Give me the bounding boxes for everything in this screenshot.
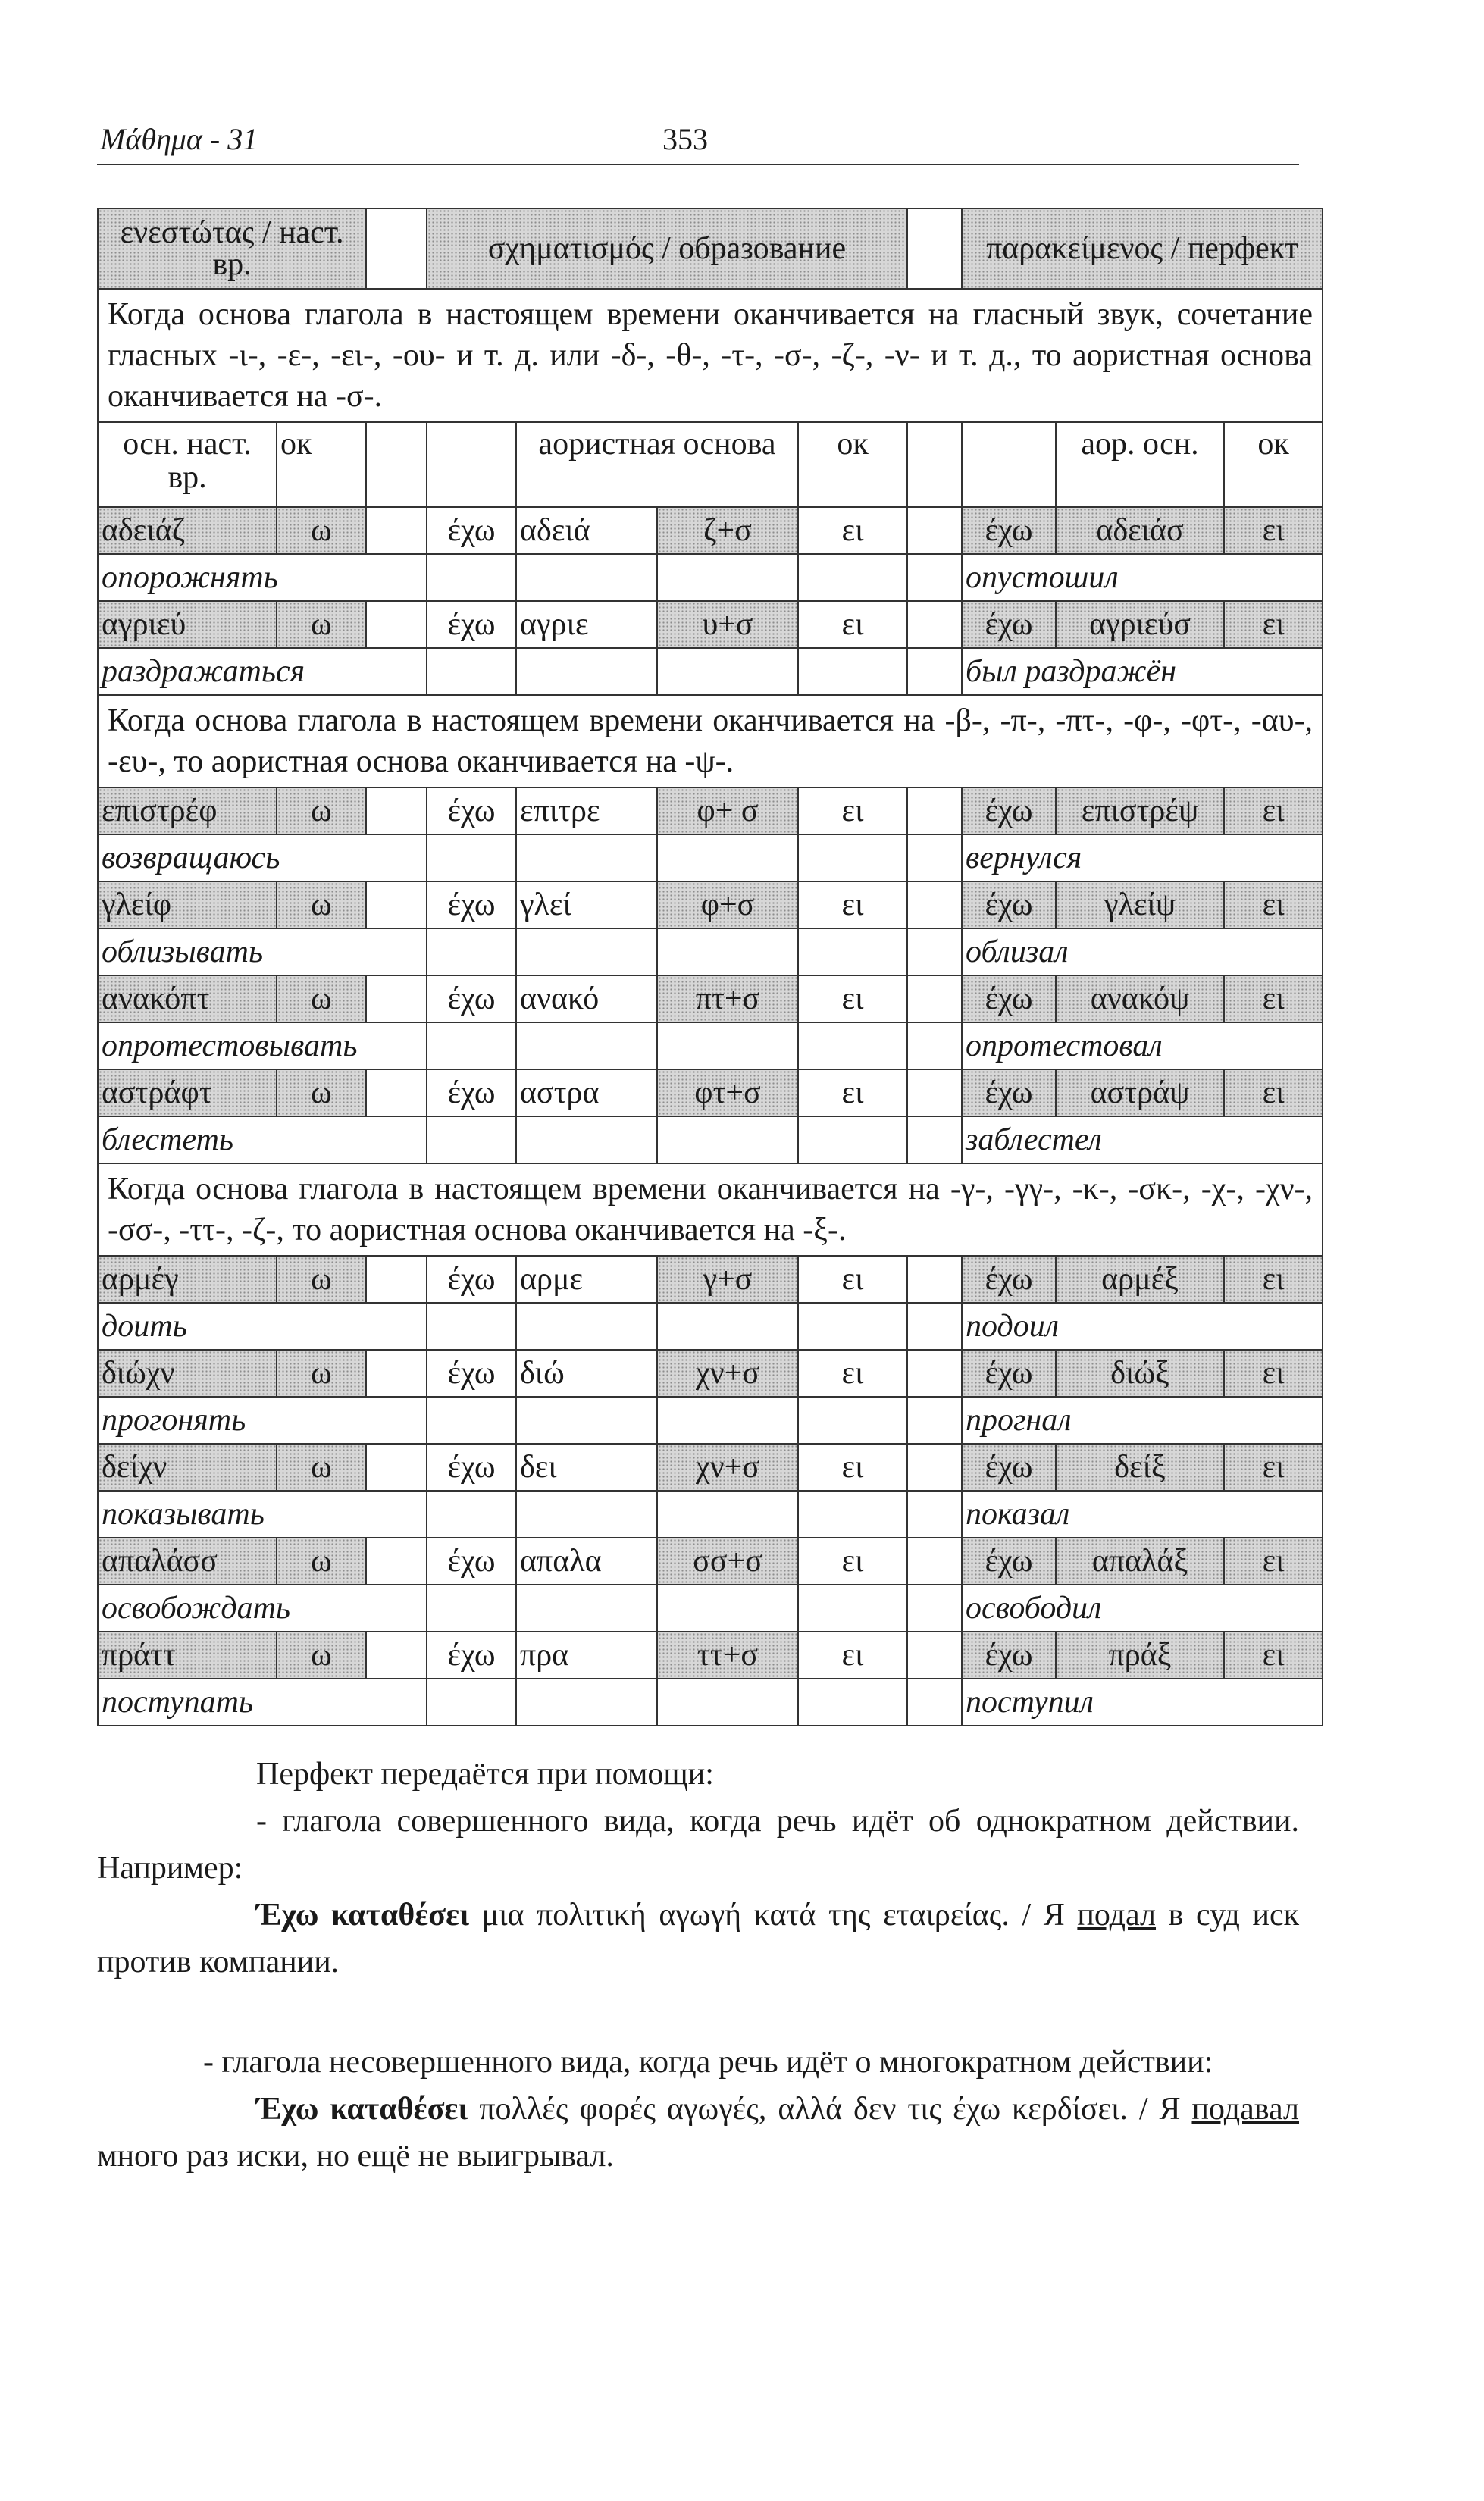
example-2-verb: Έχω καταθέσει — [256, 2092, 468, 2127]
present-ending: ω — [277, 787, 366, 834]
translation-row — [98, 1397, 1323, 1444]
perfect-aux: έχω — [962, 787, 1056, 834]
rule-text: Когда основа глагола в настоящем времени оканчивается на -γ-, -γγ-, -κ-, -σκ-, -χ-, -χν-, -σσ-, -ττ-, -ζ-, то аористная основа оканчивается на -ξ-. — [98, 1163, 1323, 1256]
aorist-ending: ει — [798, 1444, 907, 1491]
verb-row — [98, 1632, 1323, 1679]
aux-verb: έχω — [427, 1350, 516, 1397]
example-2: Έχω καταθέσει πολλές φορές αγωγές, αλλά δεν τις έχω κερδίσει. / Я подавал много раз иски, но ещё не выигрывал. — [97, 2092, 1300, 2174]
stem-formula: σσ+σ — [657, 1538, 798, 1585]
translation-row — [98, 1679, 1323, 1726]
aorist-ending: ει — [798, 1069, 907, 1116]
aorist-stem: ανακό — [516, 975, 657, 1022]
perfect-stem: αρμέξ — [1056, 1256, 1224, 1303]
present-ending: ω — [277, 1444, 366, 1491]
perfect-aux: έχω — [962, 1632, 1056, 1679]
aux-verb: έχω — [427, 1069, 516, 1116]
perfect-aux: έχω — [962, 975, 1056, 1022]
header-perfect: παρακείμενος / перфект — [962, 208, 1323, 289]
aux-verb: έχω — [427, 881, 516, 928]
aorist-stem: αστρα — [516, 1069, 657, 1116]
aorist-ending: ει — [798, 1538, 907, 1585]
perfect-ending: ει — [1224, 787, 1323, 834]
present-ending: ω — [277, 1538, 366, 1585]
translation-perfect: вернулся — [962, 834, 1323, 881]
perfect-stem: δείξ — [1056, 1444, 1224, 1491]
stem-formula: υ+σ — [657, 601, 798, 648]
perfect-ending: ει — [1224, 975, 1323, 1022]
present-ending: ω — [277, 1256, 366, 1303]
perfect-ending: ει — [1224, 1444, 1323, 1491]
verb-row — [98, 1444, 1323, 1491]
present-stem: επιστρέφ — [98, 787, 277, 834]
present-stem: διώχν — [98, 1350, 277, 1397]
rule-text: Когда основа глагола в настоящем времени оканчивается на -β-, -π-, -πτ-, -φ-, -φτ-, -αυ-, -ευ-, то аористная основа оканчивается на -ψ-. — [98, 695, 1323, 787]
translation-present: раздражаться — [98, 648, 427, 695]
aux-verb: έχω — [427, 1444, 516, 1491]
translation-present: прогонять — [98, 1397, 427, 1444]
present-stem: γλείφ — [98, 881, 277, 928]
stem-formula: πτ+σ — [657, 975, 798, 1022]
column-header-row — [98, 422, 1323, 507]
col-aor-stem: аор. осн. — [1056, 422, 1224, 507]
aorist-stem: απαλα — [516, 1538, 657, 1585]
aorist-stem: πρα — [516, 1632, 657, 1679]
translation-perfect: подоил — [962, 1303, 1323, 1350]
verb-row — [98, 601, 1323, 648]
perfect-aux: έχω — [962, 1538, 1056, 1585]
perfect-ending: ει — [1224, 1069, 1323, 1116]
aux-verb: έχω — [427, 787, 516, 834]
present-stem: αγριεύ — [98, 601, 277, 648]
translation-perfect: показал — [962, 1491, 1323, 1538]
perfect-stem: απαλάξ — [1056, 1538, 1224, 1585]
present-stem: αρμέγ — [98, 1256, 277, 1303]
prose-intro: Перфект передаётся при помощи: — [256, 1757, 714, 1792]
perfect-ending: ει — [1224, 601, 1323, 648]
translation-present: показывать — [98, 1491, 427, 1538]
aorist-stem: δει — [516, 1444, 657, 1491]
aorist-ending: ει — [798, 1350, 907, 1397]
present-stem: ανακόπτ — [98, 975, 277, 1022]
stem-formula: φ+σ — [657, 881, 798, 928]
present-stem: αστράφτ — [98, 1069, 277, 1116]
aorist-ending: ει — [798, 881, 907, 928]
col-ending-3: ок — [1224, 422, 1323, 507]
perfect-usage-text — [97, 1751, 1299, 2180]
example-1-verb: Έχω καταθέσει — [256, 1898, 470, 1933]
rule-row — [98, 1163, 1323, 1256]
aux-verb: έχω — [427, 507, 516, 554]
aorist-formation-table — [97, 208, 1323, 1726]
translation-present: облизывать — [98, 928, 427, 975]
aux-verb: έχω — [427, 601, 516, 648]
aorist-ending: ει — [798, 1632, 907, 1679]
table-header-row — [98, 208, 1323, 289]
perfect-ending: ει — [1224, 881, 1323, 928]
perfect-stem: αγριεύσ — [1056, 601, 1224, 648]
header-formation: σχηματισμός / образование — [427, 208, 907, 289]
aorist-stem: επιτρε — [516, 787, 657, 834]
rule-sigma: Когда основа глагола в настоящем времени оканчивается на гласный звук, сочетание гласных -ι-, -ε-, -ει-, -ου- и т. д. или -δ-, -θ-, -τ-, -σ-, -ζ-, -ν- и т. д., то аористная основа оканчивается на -σ-. — [98, 289, 1323, 422]
header-present: ενεστώτας / наст. вр. — [98, 208, 366, 289]
prose-rule-1: - глагола совершенного вида, когда речь идёт об однократном действии. Например: — [97, 1804, 1299, 1886]
perfect-ending: ει — [1224, 507, 1323, 554]
perfect-ending: ει — [1224, 1632, 1323, 1679]
page-header — [97, 114, 1299, 165]
stem-formula: χν+σ — [657, 1350, 798, 1397]
present-ending: ω — [277, 601, 366, 648]
aorist-stem: αγριε — [516, 601, 657, 648]
verb-row — [98, 787, 1323, 834]
present-ending: ω — [277, 975, 366, 1022]
verb-row — [98, 1538, 1323, 1585]
translation-present: опротестовывать — [98, 1022, 427, 1069]
verb-row — [98, 1350, 1323, 1397]
translation-row — [98, 834, 1323, 881]
aorist-ending: ει — [798, 601, 907, 648]
perfect-stem: διώξ — [1056, 1350, 1224, 1397]
perfect-ending: ει — [1224, 1538, 1323, 1585]
perfect-stem: πράξ — [1056, 1632, 1224, 1679]
perfect-aux: έχω — [962, 1069, 1056, 1116]
translation-present: доить — [98, 1303, 427, 1350]
aux-verb: έχω — [427, 1632, 516, 1679]
translation-perfect: опустошил — [962, 554, 1323, 601]
translation-perfect: заблестел — [962, 1116, 1323, 1163]
verb-row — [98, 975, 1323, 1022]
translation-perfect: опротестовал — [962, 1022, 1323, 1069]
rule-row — [98, 695, 1323, 787]
perfect-ending: ει — [1224, 1256, 1323, 1303]
perfect-stem: αστράψ — [1056, 1069, 1224, 1116]
aux-verb: έχω — [427, 1256, 516, 1303]
stem-formula: ττ+σ — [657, 1632, 798, 1679]
perfect-aux: έχω — [962, 507, 1056, 554]
translation-row — [98, 1585, 1323, 1632]
translation-perfect: освободил — [962, 1585, 1323, 1632]
translation-present: блестеть — [98, 1116, 427, 1163]
aorist-ending: ει — [798, 507, 907, 554]
translation-row — [98, 1022, 1323, 1069]
stem-formula: φτ+σ — [657, 1069, 798, 1116]
present-stem: απαλάσσ — [98, 1538, 277, 1585]
translation-row — [98, 1303, 1323, 1350]
perfect-ending: ει — [1224, 1350, 1323, 1397]
aorist-ending: ει — [798, 975, 907, 1022]
present-ending: ω — [277, 507, 366, 554]
col-ending: ок — [277, 422, 366, 507]
col-present-stem: осн. наст. вр. — [98, 422, 277, 507]
aux-verb: έχω — [427, 1538, 516, 1585]
translation-present: освобождать — [98, 1585, 427, 1632]
translation-perfect: облизал — [962, 928, 1323, 975]
aorist-ending: ει — [798, 787, 907, 834]
col-aorist-stem: аористная основа — [516, 422, 798, 507]
aorist-stem: αδειά — [516, 507, 657, 554]
translation-row — [98, 554, 1323, 601]
translation-present: возвращаюсь — [98, 834, 427, 881]
translation-row — [98, 928, 1323, 975]
translation-row — [98, 1491, 1323, 1538]
stem-formula: φ+ σ — [657, 787, 798, 834]
translation-present: поступать — [98, 1679, 427, 1726]
verb-row — [98, 1069, 1323, 1116]
present-ending: ω — [277, 1069, 366, 1116]
example-1-underlined: подал — [1077, 1898, 1157, 1933]
rule-row — [98, 289, 1323, 422]
present-stem: δείχν — [98, 1444, 277, 1491]
perfect-aux: έχω — [962, 1256, 1056, 1303]
perfect-aux: έχω — [962, 1350, 1056, 1397]
translation-perfect: был раздражён — [962, 648, 1323, 695]
col-ending-2: ок — [798, 422, 907, 507]
aorist-stem: αρμε — [516, 1256, 657, 1303]
stem-formula: γ+σ — [657, 1256, 798, 1303]
example-1: Έχω καταθέσει μια πολιτική αγωγή κατά της εταιρείας. / Я подал в суд иск против компании. — [97, 1898, 1299, 1980]
aorist-ending: ει — [798, 1256, 907, 1303]
perfect-stem: επιστρέψ — [1056, 787, 1224, 834]
perfect-aux: έχω — [962, 881, 1056, 928]
translation-perfect: прогнал — [962, 1397, 1323, 1444]
present-ending: ω — [277, 881, 366, 928]
translation-present: опорожнять — [98, 554, 427, 601]
aorist-stem: γλεί — [516, 881, 657, 928]
perfect-aux: έχω — [962, 601, 1056, 648]
stem-formula: ζ+σ — [657, 507, 798, 554]
verb-row — [98, 1256, 1323, 1303]
page-number: 353 — [662, 122, 708, 156]
stem-formula: χν+σ — [657, 1444, 798, 1491]
perfect-stem: ανακόψ — [1056, 975, 1224, 1022]
present-ending: ω — [277, 1350, 366, 1397]
translation-perfect: поступил — [962, 1679, 1323, 1726]
verb-row — [98, 881, 1323, 928]
present-stem: αδειάζ — [98, 507, 277, 554]
lesson-title: Μάθημα - 31 — [100, 122, 258, 156]
aux-verb: έχω — [427, 975, 516, 1022]
verb-row — [98, 507, 1323, 554]
perfect-aux: έχω — [962, 1444, 1056, 1491]
prose-rule-2: - глагола несовершенного вида, когда речь идёт о многократном действии: — [203, 2045, 1213, 2080]
translation-row — [98, 648, 1323, 695]
aorist-stem: διώ — [516, 1350, 657, 1397]
present-stem: πράττ — [98, 1632, 277, 1679]
translation-row — [98, 1116, 1323, 1163]
example-2-underlined: подавал — [1191, 2092, 1300, 2127]
perfect-stem: αδειάσ — [1056, 507, 1224, 554]
perfect-stem: γλείψ — [1056, 881, 1224, 928]
present-ending: ω — [277, 1632, 366, 1679]
